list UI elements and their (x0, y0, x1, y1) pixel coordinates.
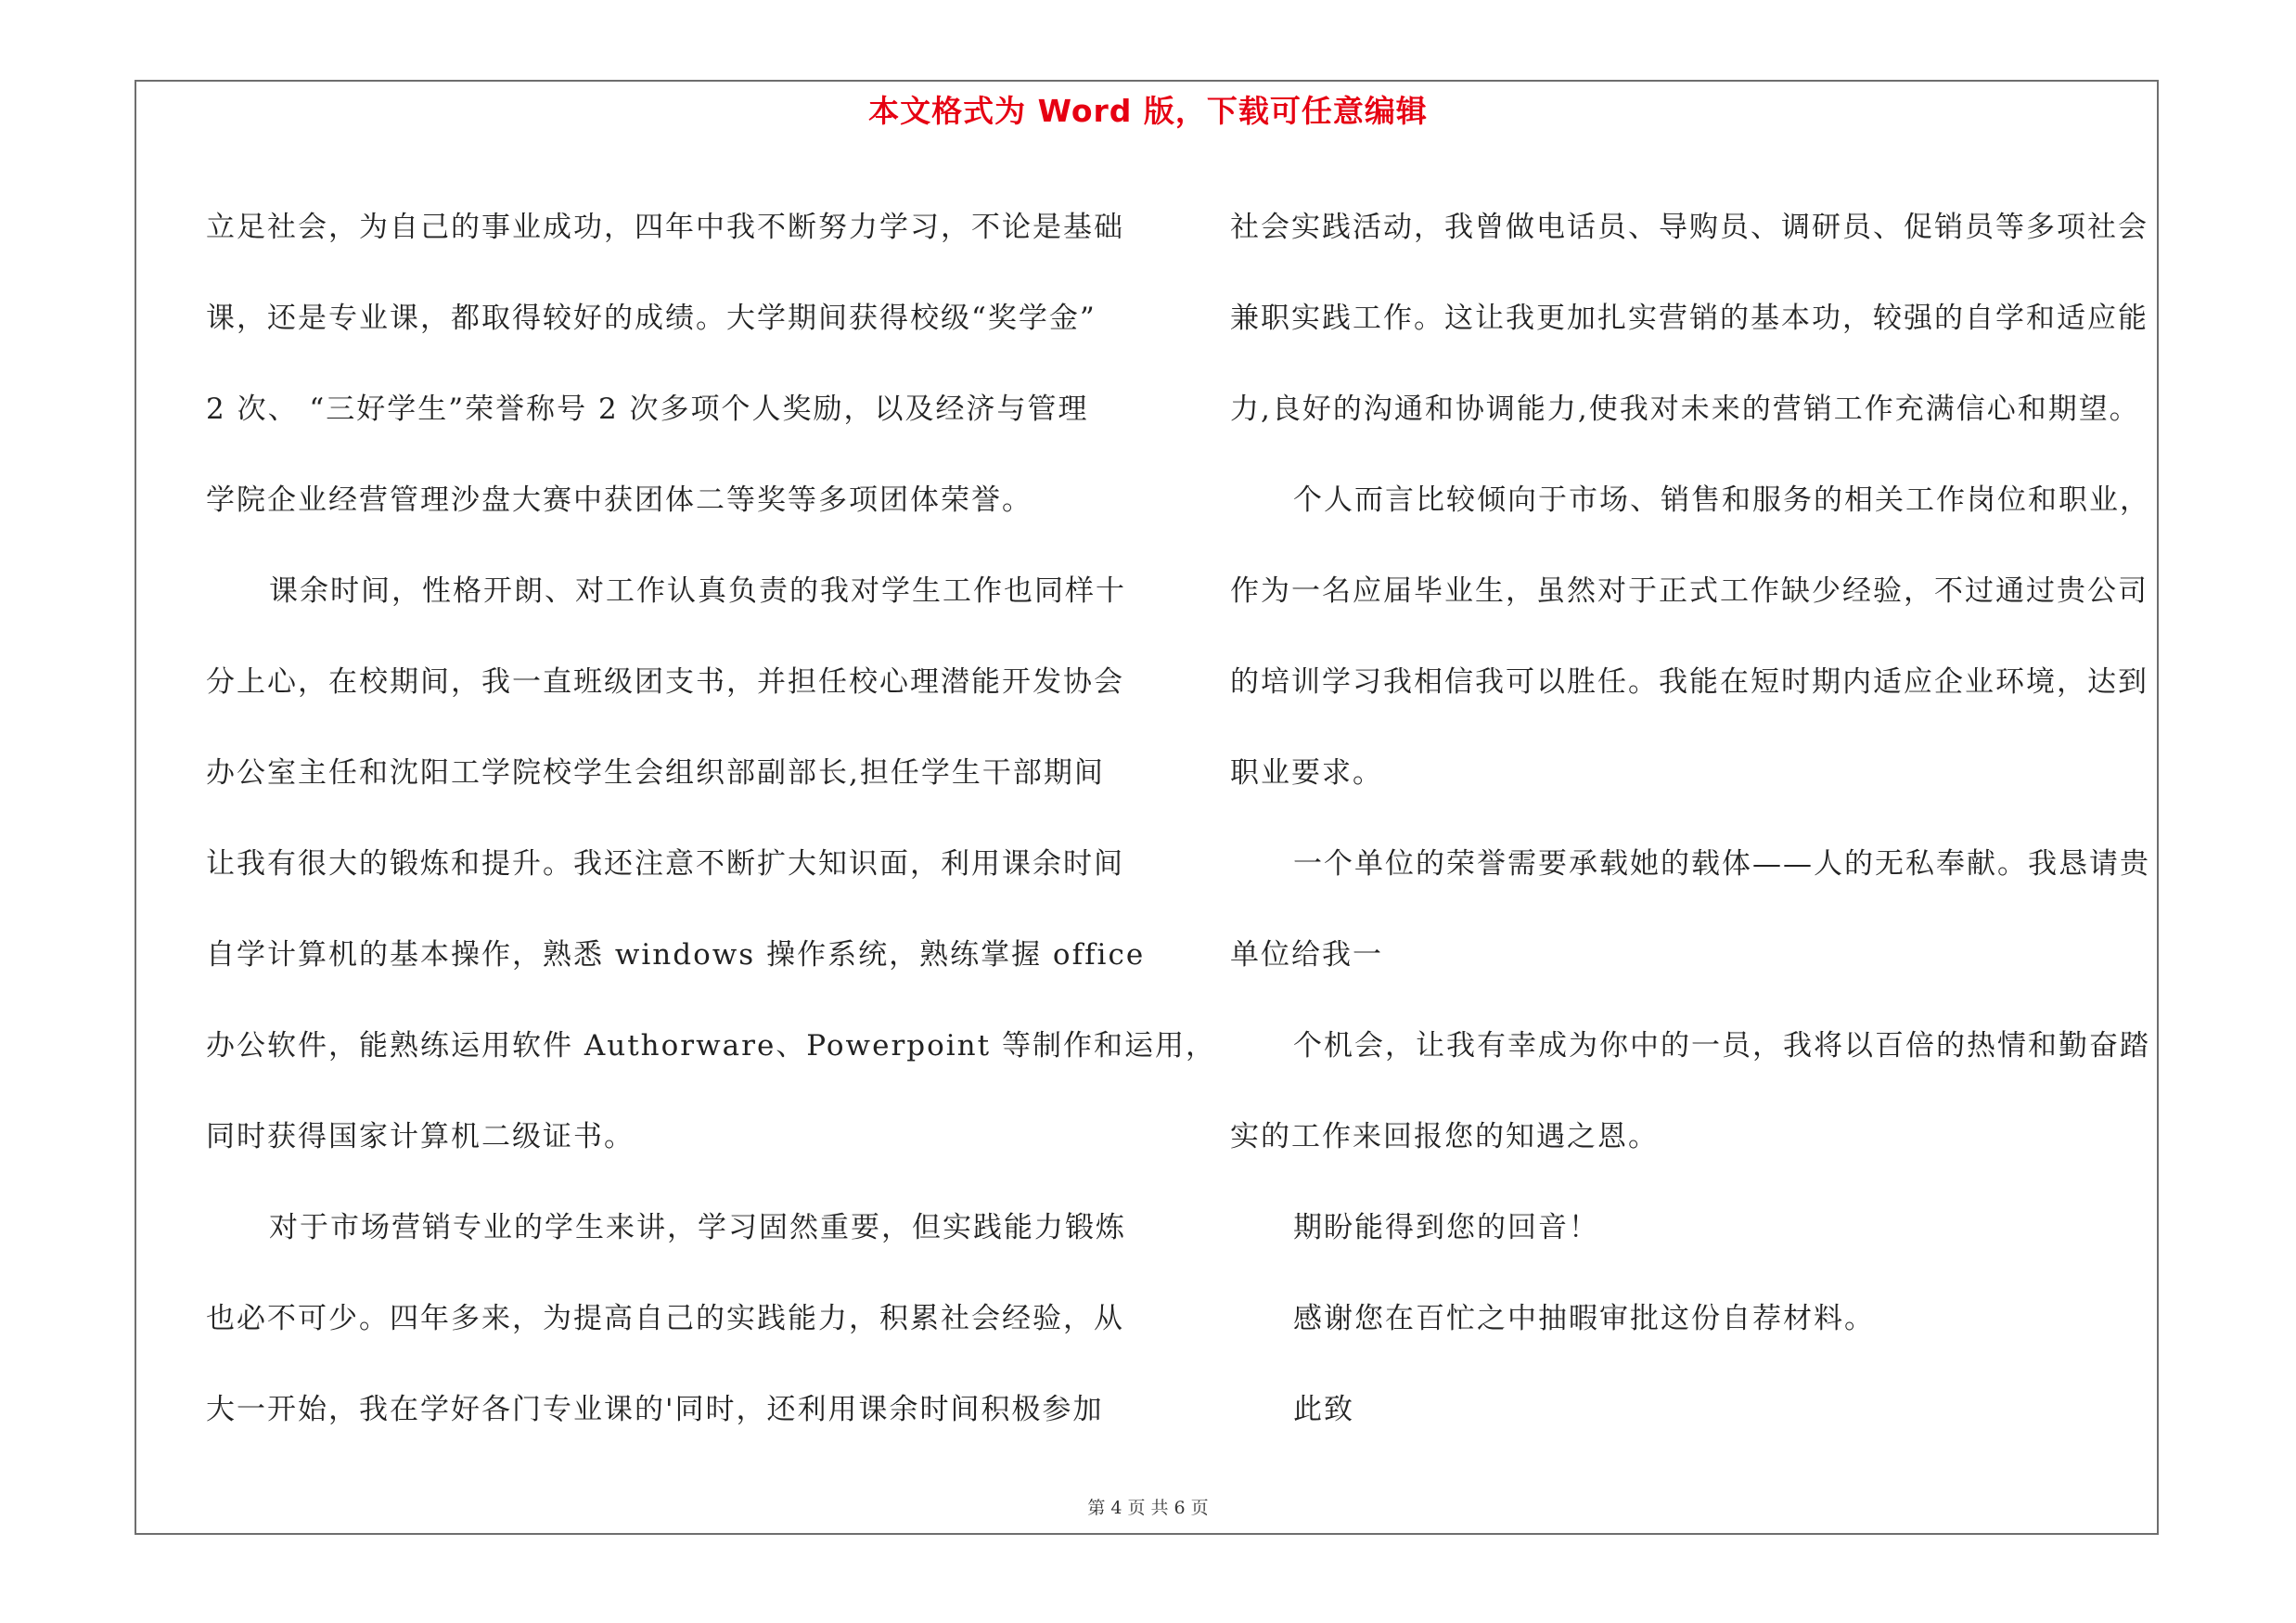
text-line: 同时获得国家计算机二级证书。 (206, 1120, 635, 1153)
text-line: 分上心，在校期间，我一直班级团支书，并担任校心理潜能开发协会 (206, 665, 1124, 699)
text-line: 也必不可少。四年多来，为提高自己的实践能力，积累社会经验，从 (206, 1302, 1124, 1335)
left-column (206, 182, 1216, 1455)
text-line: 课，还是专业课，都取得较好的成绩。大学期间获得校级“奖学金” (206, 302, 1097, 335)
text-line: 感谢您在百忙之中抽暇审批这份自荐材料。 (1293, 1302, 1875, 1335)
text-line: 社会实践活动，我曾做电话员、导购员、调研员、促销员等多项社会 (1230, 211, 2148, 244)
text-line: 单位给我一 (1230, 938, 1383, 972)
text-line: 办公室主任和沈阳工学院校学生会组织部副部长,担任学生干部期间 (206, 756, 1105, 790)
text-line: 自学计算机的基本操作，熟悉 windows 操作系统，熟练掌握 office (206, 938, 1146, 972)
text-line: 办公软件，能熟练运用软件 Authorware、Powerpoint 等制作和运用， (206, 1029, 1216, 1063)
text-line: 实的工作来回报您的知遇之恩。 (1230, 1120, 1659, 1153)
text-line: 此致 (1293, 1393, 1354, 1426)
page-number: 第 4 页 共 6 页 (1087, 1498, 1209, 1518)
text-line: 大一开始，我在学好各门专业课的'同时，还利用课余时间积极参加 (206, 1393, 1104, 1426)
text-line: 期盼能得到您的回音！ (1293, 1211, 1599, 1244)
text-line: 2 次、 “三好学生”荣誉称号 2 次多项个人奖励，以及经济与管理 (206, 393, 1089, 426)
text-line: 一个单位的荣誉需要承载她的载体——人的无私奉献。我恳请贵 (1293, 847, 2150, 881)
text-line: 立足社会，为自己的事业成功，四年中我不断努力学习，不论是基础 (206, 211, 1124, 244)
text-line: 课余时间，性格开朗、对工作认真负责的我对学生工作也同样十 (269, 574, 1126, 608)
right-column (1230, 182, 2158, 1455)
text-line: 的培训学习我相信我可以胜任。我能在短时期内适应企业环境，达到 (1230, 665, 2148, 699)
text-line: 学院企业经营管理沙盘大赛中获团体二等奖等多项团体荣誉。 (206, 483, 1033, 517)
text-line: 个人而言比较倾向于市场、销售和服务的相关工作岗位和职业， (1293, 483, 2150, 517)
text-line: 对于市场营销专业的学生来讲，学习固然重要，但实践能力锻炼 (269, 1211, 1126, 1244)
text-line: 兼职实践工作。这让我更加扎实营销的基本功，较强的自学和适应能 (1230, 302, 2148, 335)
text-line: 职业要求。 (1230, 756, 1383, 790)
format-banner: 本文格式为 Word 版，下载可任意编辑 (868, 93, 1428, 129)
text-line: 个机会，让我有幸成为你中的一员，我将以百倍的热情和勤奋踏 (1293, 1029, 2150, 1063)
text-line: 力,良好的沟通和协调能力,使我对未来的营销工作充满信心和期望。 (1230, 393, 2140, 426)
text-line: 作为一名应届毕业生，虽然对于正式工作缺少经验，不过通过贵公司 (1230, 574, 2148, 608)
text-line: 让我有很大的锻炼和提升。我还注意不断扩大知识面，利用课余时间 (206, 847, 1124, 881)
